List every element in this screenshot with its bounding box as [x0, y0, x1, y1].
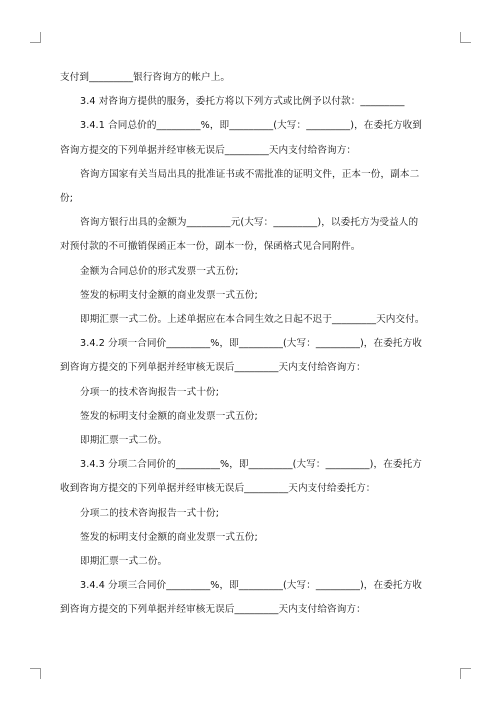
paragraph-line: 3.4.3 分项二合同价的_________%，即_________(大写：_________)，在委托方	[80, 459, 422, 471]
paragraph-line: 即期汇票一式二份。	[80, 435, 168, 447]
paragraph-line: 咨询方国家有关当局出具的批准证书或不需批准的证明文件，正本一份，副本二	[80, 168, 420, 180]
paragraph-line: 即期汇票一式二份。上述单据应在本合同生效之日起不迟于_________天内交付。	[80, 314, 425, 326]
paragraph-line: 咨询方提交的下列单据并经审核无误后_________天内支付给咨询方：	[60, 144, 357, 156]
margin-corner-bottom-left	[30, 668, 41, 679]
paragraph-line: 到咨询方提交的下列单据并经审核无误后_________天内支付给咨询方：	[60, 604, 366, 616]
paragraph-line: 3.4 对咨询方提供的服务，委托方将以下列方式或比例予以付款：_________	[80, 96, 405, 108]
paragraph-line: 份;	[60, 193, 74, 205]
paragraph-line: 对预付款的不可撤销保函正本一份，副本一份，保函格式见合同附件。	[60, 241, 361, 253]
margin-corner-top-left	[30, 32, 41, 43]
margin-corner-top-right	[460, 32, 471, 43]
paragraph-line: 3.4.1 合同总价的_________%，即_________(大写：_________)，在委托方收到	[80, 120, 422, 132]
margin-corner-bottom-right	[460, 668, 471, 679]
paragraph-line: 3.4.4 分项三合同价_________%，即_________(大写：_________)，在委托方收	[80, 580, 422, 592]
paragraph-line: 到咨询方提交的下列单据并经审核无误后_________天内支付给咨询方：	[60, 362, 366, 374]
paragraph-line: 支付到_________银行咨询方的帐户上。	[60, 72, 231, 83]
paragraph-line: 分项一的技术咨询报告一式十份;	[80, 386, 220, 398]
paragraph-line: 金额为合同总价的形式发票一式五份;	[80, 265, 239, 277]
paragraph-line: 分项二的技术咨询报告一式十份;	[80, 507, 220, 519]
paragraph-line: 即期汇票一式二份。	[80, 556, 168, 568]
document-body	[60, 66, 444, 623]
paragraph-line: 3.4.2 分项一合同价_________%，即_________(大写：_________)，在委托方收	[80, 338, 422, 350]
paragraph-line: 收到咨询方提交的下列单据并经审核无误后_________天内支付给委托方：	[60, 483, 376, 495]
paragraph-line: 签发的标明支付金额的商业发票一式五份;	[80, 289, 258, 301]
paragraph-line: 签发的标明支付金额的商业发票一式五份;	[80, 410, 258, 422]
paragraph-line: 咨询方银行出具的金额为_________元(大写：_________)，以委托方为受益人的	[80, 217, 419, 229]
paragraph-line: 签发的标明支付金额的商业发票一式五份;	[80, 531, 258, 543]
